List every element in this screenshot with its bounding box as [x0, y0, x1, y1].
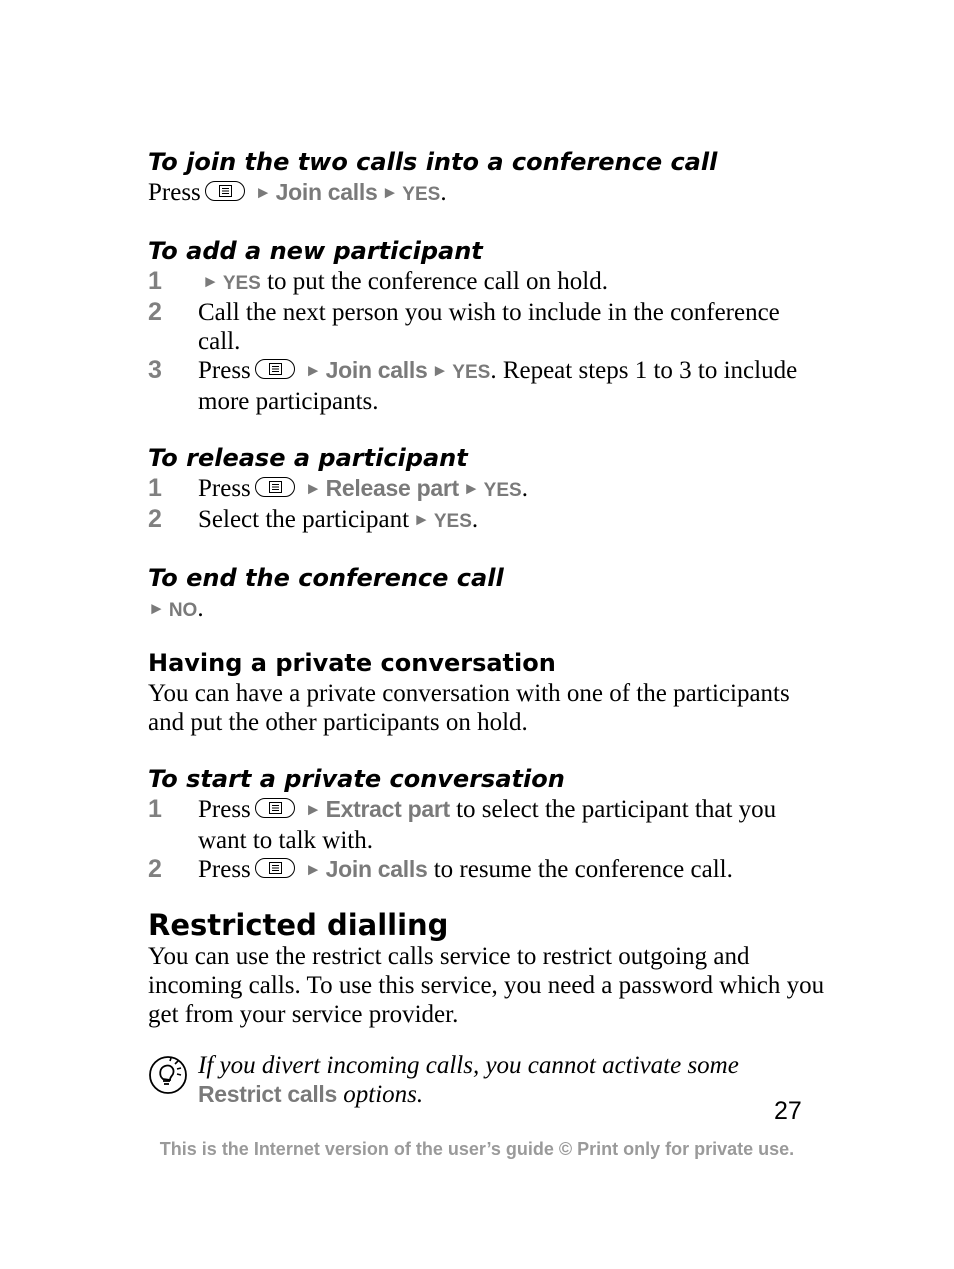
heading-start-private: To start a private conversation [148, 765, 565, 793]
step-item [148, 795, 828, 855]
heading-add-participant: To add a new participant [148, 237, 483, 265]
step-text: Call the next person you wish to include in the conference call. [198, 299, 780, 355]
tip-text-end: options. [337, 1081, 424, 1108]
menu-join-calls: Join calls [325, 357, 428, 383]
heading-end-conference: To end the conference call [148, 564, 504, 592]
join-instruction: Press ► Join calls ► YES. [148, 179, 447, 206]
menu-restrict-calls: Restrict calls [198, 1081, 337, 1107]
press-text: Press [198, 856, 251, 883]
arrow-icon: ► [304, 479, 322, 498]
arrow-icon: ► [304, 860, 322, 879]
arrow-icon: ► [304, 361, 322, 380]
step-item [148, 267, 828, 298]
page-number: 27 [774, 1097, 802, 1125]
step-text: to resume the conference call. [427, 856, 733, 883]
private-body: You can have a private conversation with one of the participants and put the other participants on hold. [148, 680, 790, 736]
heading-release-participant: To release a participant [148, 444, 468, 472]
step-number: 2 [148, 298, 162, 326]
press-text: Press [198, 357, 251, 384]
menu-key-icon [255, 359, 295, 379]
step-item [148, 855, 828, 886]
step-number: 2 [148, 855, 162, 883]
step-item: 1 Press ► Release part ► YES. [148, 474, 828, 505]
restricted-body: You can use the restrict calls service to restrict outgoing and incoming calls. To use this service, you need a password which you get from your service provider. [148, 943, 825, 1028]
menu-key-icon [255, 858, 295, 878]
menu-yes: YES [222, 273, 261, 294]
step-number: 1 [148, 474, 162, 502]
step-text: to put the conference call on hold. [260, 268, 608, 295]
arrow-icon: ► [413, 510, 430, 529]
step-item [148, 298, 828, 356]
step-text: . Repeat steps 1 to 3 to include more participants. [198, 357, 798, 415]
step-text: to select the participant that you want to talk with. [198, 796, 777, 854]
arrow-icon: ► [148, 599, 165, 618]
menu-yes: YES [483, 480, 522, 501]
menu-key-icon [205, 181, 245, 201]
arrow-icon: ► [381, 183, 399, 202]
heading-private-conversation: Having a private conversation [148, 649, 556, 677]
step-number: 3 [148, 356, 162, 384]
manual-page [148, 146, 828, 1109]
arrow-icon: ► [462, 479, 480, 498]
press-text: Press [148, 179, 201, 206]
step-number: 1 [148, 795, 162, 823]
menu-extract-part: Extract part [325, 796, 450, 822]
menu-yes: YES [452, 362, 491, 383]
lightbulb-icon [148, 1051, 198, 1109]
step-text: Select the participant [198, 506, 410, 533]
press-text: Press [198, 796, 251, 823]
footer-notice: This is the Internet version of the user’s guide © Print only for private use. [159, 1139, 795, 1159]
arrow-icon: ► [304, 800, 322, 819]
arrow-icon: ► [254, 183, 272, 202]
press-text: Press [198, 475, 251, 502]
step-number: 2 [148, 505, 162, 533]
heading-restricted-dialling: Restricted dialling [148, 908, 449, 942]
menu-key-icon [255, 798, 295, 818]
step-item: 2 Select the participant ► YES. [148, 505, 828, 536]
end-instruction: ► NO. [148, 595, 204, 622]
tip-note [148, 1051, 828, 1109]
menu-no: NO [168, 600, 198, 621]
heading-join-conference: To join the two calls into a conference call [148, 148, 718, 176]
menu-key-icon [255, 477, 295, 497]
menu-yes: YES [433, 511, 472, 532]
menu-yes: YES [402, 184, 441, 205]
step-item [148, 356, 828, 416]
step-number: 1 [148, 267, 162, 295]
menu-join-calls: Join calls [275, 179, 378, 205]
arrow-icon: ► [431, 361, 449, 380]
menu-release-part: Release part [325, 475, 459, 501]
menu-join-calls: Join calls [325, 856, 428, 882]
arrow-icon: ► [202, 272, 219, 291]
tip-text: If you divert incoming calls, you cannot activate some [198, 1052, 739, 1079]
